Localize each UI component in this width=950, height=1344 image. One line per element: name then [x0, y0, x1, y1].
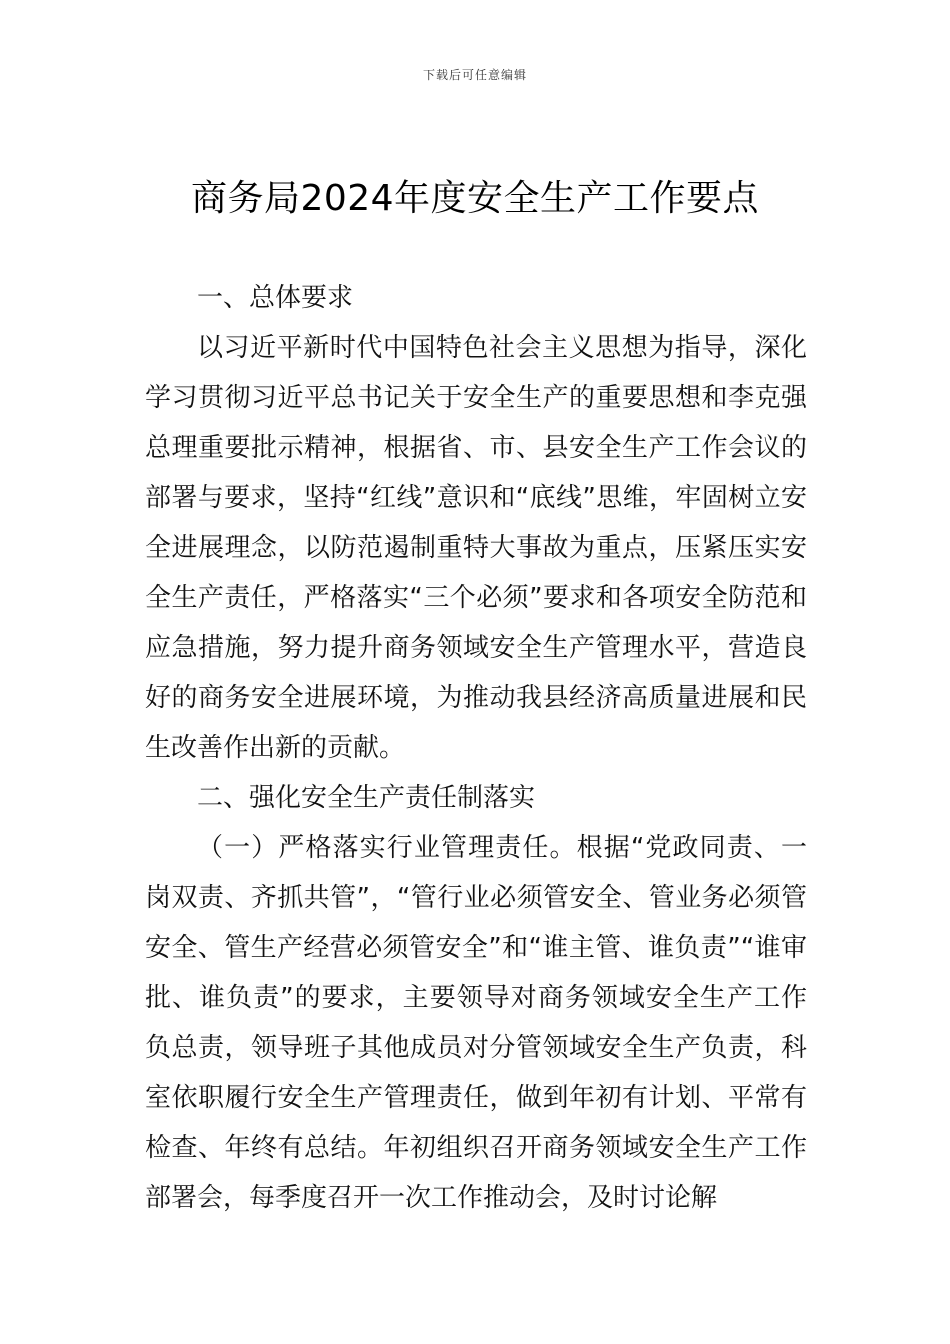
paragraph-overall-requirements: 以习近平新时代中国特色社会主义思想为指导，深化学习贯彻习近平总书记关于安全生产的重要思想和李克强总理重要批示精神，根据省、市、县安全生产工作会议的部署与要求，坚持“红线”意识和“底线”思维，牢固树立安全进展理念，以防范遏制重特大事故为重点，压紧压实安全生产责任，严格落实“三个必须”要求和各项安全防范和应急措施，努力提升商务领域安全生产管理水平，营造良好的商务安全进展环境，为推动我县经济高质量进展和民生改善作出新的贡献。	[145, 333, 807, 763]
section-heading-responsibility: 二、强化安全生产责任制落实	[197, 783, 536, 813]
document-title: 商务局2024年度安全生产工作要点	[190, 178, 760, 219]
header-note: 下载后可任意编辑	[422, 68, 527, 82]
paragraph-industry-responsibility: （一）严格落实行业管理责任。根据“党政同责、一岗双责、齐抓共管”，“管行业必须管安全、管业务必须管安全、管生产经营必须管安全”和“谁主管、谁负责”“谁审批、谁负责”的要求，主要领导对商务领域安全生产工作负总责，领导班子其他成员对分管领域安全生产负责，科室依职履行安全生产管理责任，做到年初有计划、平常有检查、年终有总结。年初组织召开商务领域安全生产工作部署会，每季度召开一次工作推动会，及时讨论解	[145, 833, 807, 1213]
document-body	[145, 273, 807, 1223]
section-heading-overall-requirements: 一、总体要求	[197, 283, 354, 313]
